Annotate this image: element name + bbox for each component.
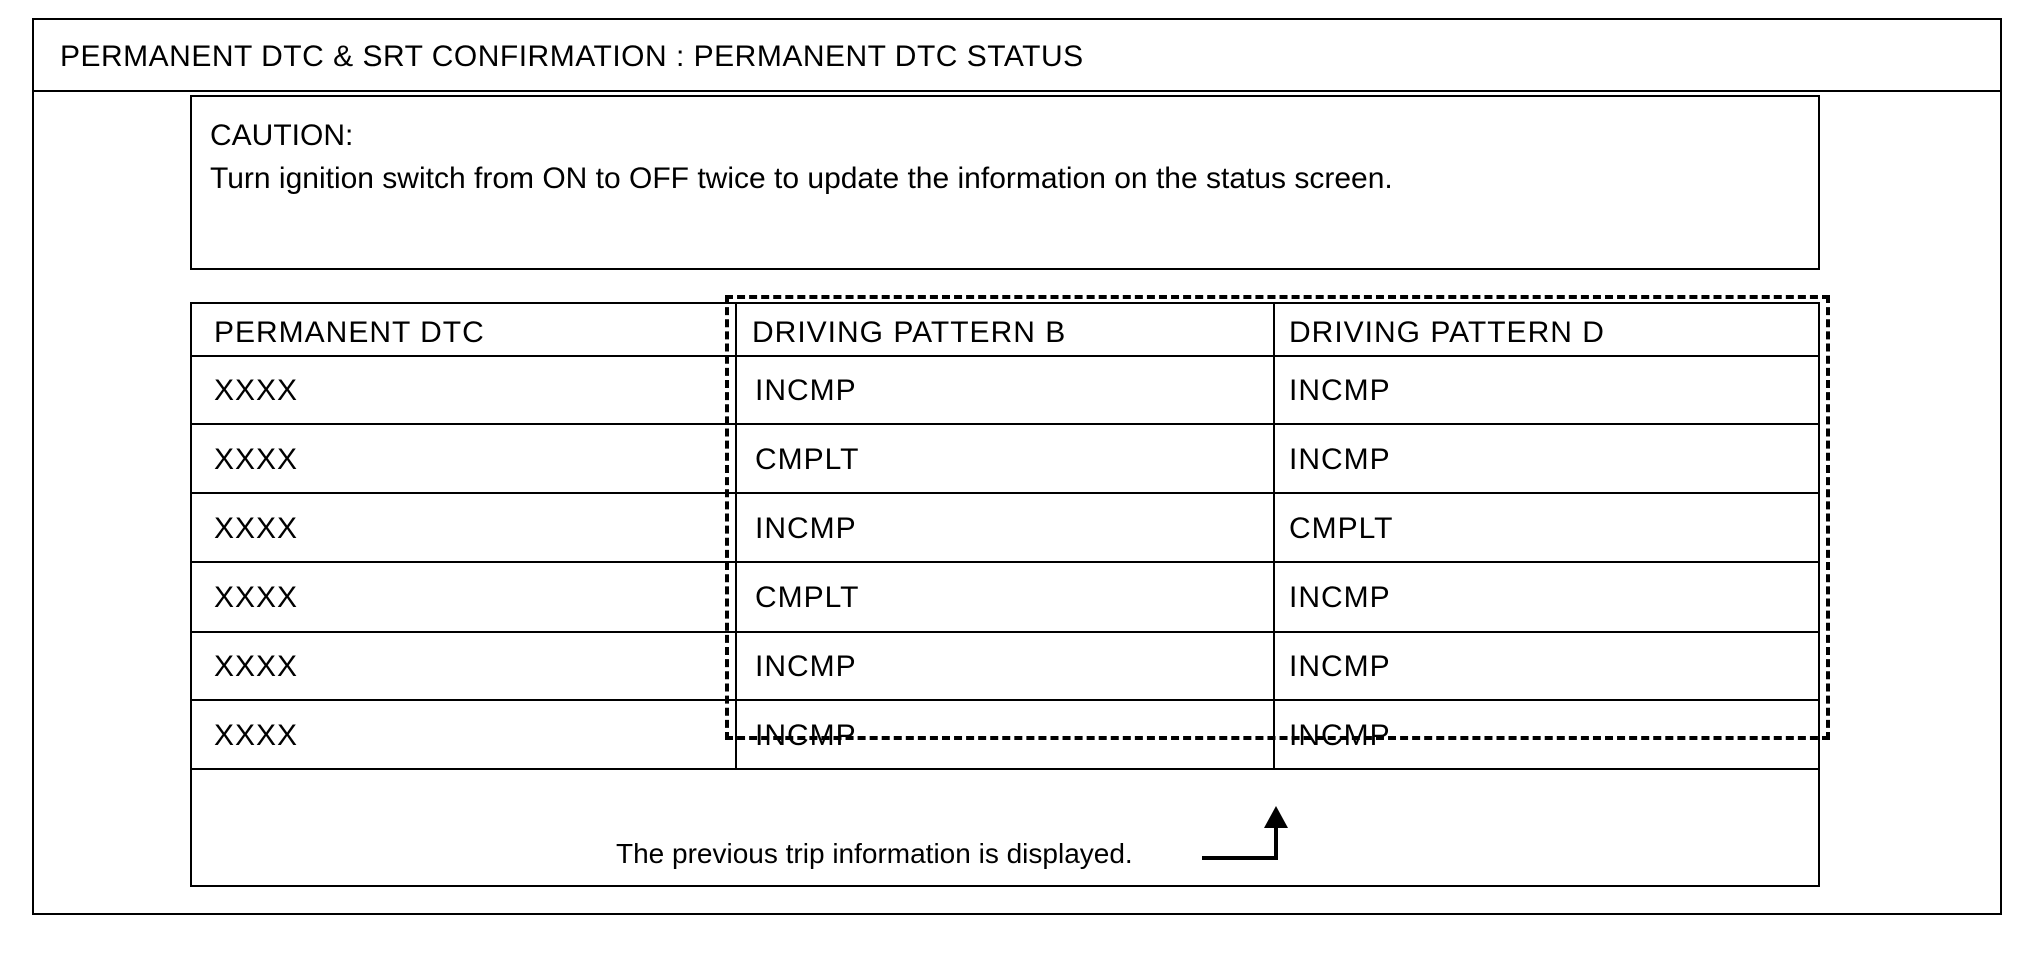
page-title: PERMANENT DTC & SRT CONFIRMATION : PERMANENT DTC STATUS [60, 40, 1084, 73]
table-cell-pattern-b: INCMP [755, 719, 857, 752]
header-driving-pattern-d: DRIVING PATTERN D [1289, 316, 1605, 349]
table-cell-pattern-d: INCMP [1289, 374, 1391, 407]
table-cell-pattern-b: CMPLT [755, 581, 860, 614]
caution-heading: CAUTION: [210, 119, 354, 152]
table-cell-pattern-d: INCMP [1289, 443, 1391, 476]
row-divider [192, 699, 1818, 701]
previous-trip-note: The previous trip information is displayed. [616, 838, 1133, 869]
row-divider [192, 492, 1818, 494]
arrow-up-icon [1198, 798, 1298, 873]
table-cell-pattern-b: INCMP [755, 374, 857, 407]
table-cell-pattern-d: INCMP [1289, 581, 1391, 614]
table-cell-dtc: XXXX [214, 581, 299, 614]
table-cell-pattern-b: INCMP [755, 512, 857, 545]
table-cell-dtc: XXXX [214, 512, 299, 545]
header-driving-pattern-b: DRIVING PATTERN B [752, 316, 1067, 349]
row-divider [192, 355, 1818, 357]
table-cell-pattern-b: CMPLT [755, 443, 860, 476]
row-divider [192, 631, 1818, 633]
caution-box [190, 95, 1820, 270]
table-cell-dtc: XXXX [214, 374, 299, 407]
caution-text: Turn ignition switch from ON to OFF twice to update the information on the status screen. [210, 162, 1393, 195]
table-cell-dtc: XXXX [214, 650, 299, 683]
table-cell-pattern-d: INCMP [1289, 719, 1391, 752]
table-cell-pattern-b: INCMP [755, 650, 857, 683]
title-bar [34, 20, 2000, 92]
table-cell-dtc: XXXX [214, 443, 299, 476]
header-permanent-dtc: PERMANENT DTC [214, 316, 485, 349]
column-divider [735, 304, 737, 770]
table-cell-pattern-d: CMPLT [1289, 512, 1394, 545]
row-divider [192, 423, 1818, 425]
table-cell-pattern-d: INCMP [1289, 650, 1391, 683]
permanent-dtc-table [190, 302, 1820, 887]
table-cell-dtc: XXXX [214, 719, 299, 752]
column-divider [1273, 304, 1275, 770]
row-divider [192, 561, 1818, 563]
row-divider [192, 768, 1818, 770]
